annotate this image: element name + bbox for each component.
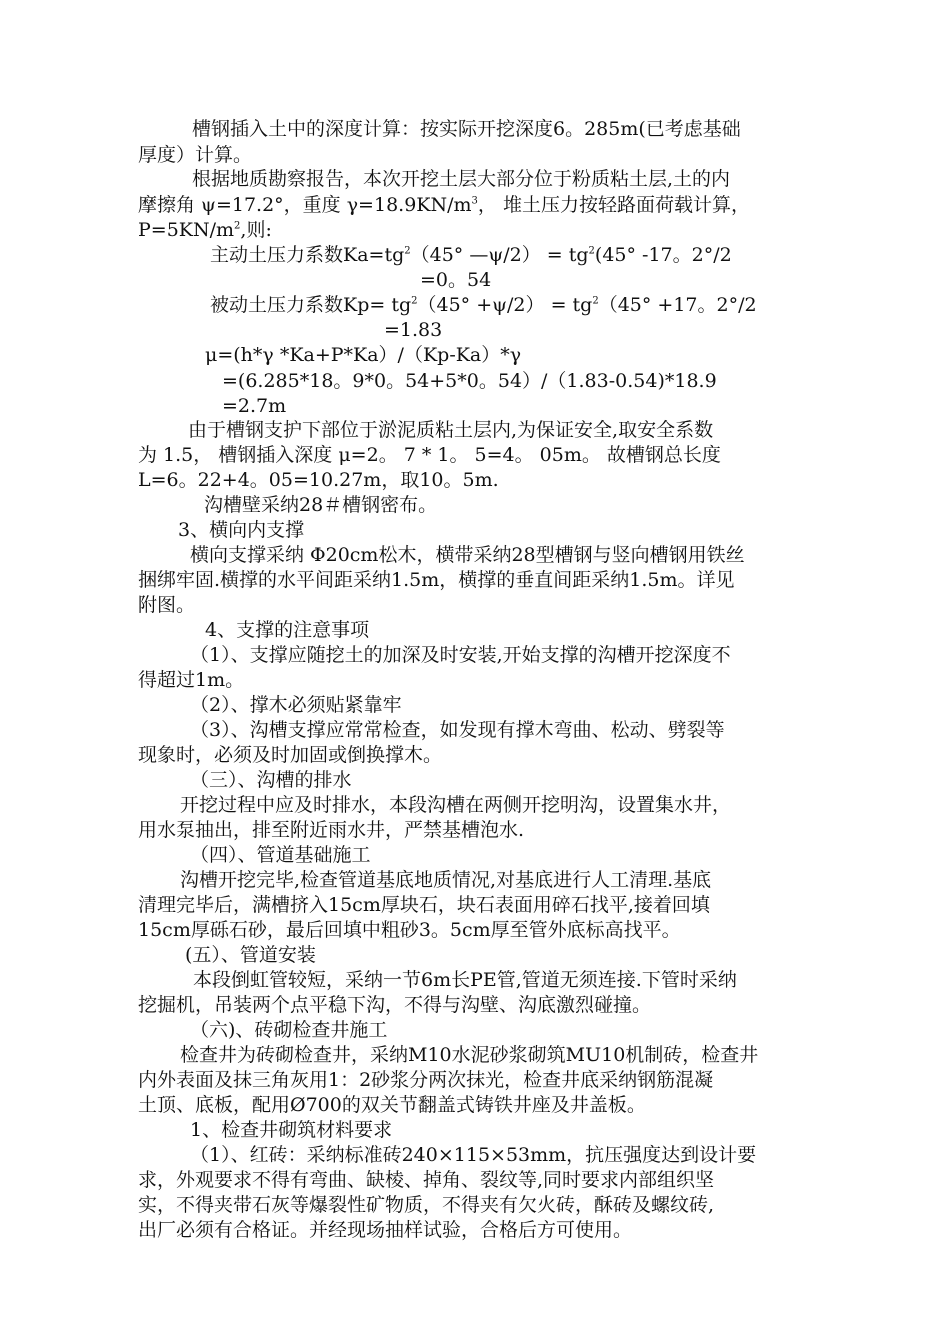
formula-line: =(6.285*18。9*0。54+5*0。54）/（1.83-0.54)*18.9	[222, 370, 717, 392]
paragraph-line: 用水泵抽出，排至附近雨水井，严禁基槽泡水.	[138, 819, 525, 841]
paragraph-line: （1）、红砖：采纳标准砖240×115×53mm，抗压强度达到设计要	[190, 1144, 757, 1166]
paragraph-line: 沟槽开挖完毕,检查管道基底地质情况,对基底进行人工清理.基底	[180, 869, 712, 891]
paragraph-line: 根据地质勘察报告，本次开挖土层大部分位于粉质粘土层,土的内	[192, 168, 731, 190]
paragraph-line: （3）、沟槽支撑应常常检查，如发现有撑木弯曲、松动、劈裂等	[190, 719, 725, 741]
formula-line: μ=(h*γ *Ka+P*Ka）/（Kp-Ka）*γ	[205, 344, 522, 366]
paragraph-line: 摩擦角 ψ=17.2°，重度 $\gamma=18.9KN/m^3$， 堆土压力按轻路面荷载计算，	[138, 194, 750, 216]
paragraph-line: 附图。	[138, 594, 196, 616]
paragraph-line: 挖掘机，吊装两个点平稳下沟，不得与沟壁、沟底激烈碰撞。	[138, 994, 652, 1016]
section-heading: (五）、管道安装	[185, 944, 316, 966]
paragraph-line: 内外表面及抹三角灰用1：2砂浆分两次抹光，检查井底采纳钢筋混凝	[138, 1069, 714, 1091]
paragraph-line: 求，外观要求不得有弯曲、缺棱、掉角、裂纹等,同时要求内部组织坚	[138, 1169, 715, 1191]
paragraph-line: 为 1.5， 槽钢插入深度 μ=2。 7 * 1。 5=4。 05m。 故槽钢总长度	[138, 444, 721, 466]
section-heading: 4、支撑的注意事项	[205, 619, 370, 641]
paragraph-line: 厚度）计算。	[138, 144, 253, 166]
paragraph-line: 开挖过程中应及时排水，本段沟槽在两侧开挖明沟，设置集水井，	[180, 794, 732, 816]
section-heading: （六)、砖砌检查井施工	[190, 1019, 388, 1041]
paragraph-line: $P=5KN/m^2$,则:	[138, 219, 272, 241]
paragraph-line: 沟槽壁采纳28＃槽钢密布。	[204, 494, 438, 516]
paragraph-line: 检查井为砖砌检查井，采纳M10水泥砂浆砌筑MU10机制砖，检查井	[180, 1044, 759, 1066]
formula-line: 主动土压力系数$Ka=tg^2(45^\circ$ —ψ/2） = $tg^2(45^\circ$ -17。2°/2	[210, 244, 732, 266]
paragraph-line: 本段倒虹管较短，采纳一节6m长PE管,管道无须连接.下管时采纳	[193, 969, 737, 991]
paragraph-line: 槽钢插入土中的深度计算：按实际开挖深度6。285m(已考虑基础	[192, 118, 741, 140]
paragraph-line: 捆绑牢固.横撑的水平间距采纳1.5m，横撑的垂直间距采纳1.5m。详见	[138, 569, 735, 591]
paragraph-line: （1）、支撑应随挖土的加深及时安装,开始支撑的沟槽开挖深度不	[190, 644, 731, 666]
section-heading: （四）、管道基础施工	[190, 844, 371, 866]
paragraph-line: 现象时，必须及时加固或倒换撑木。	[138, 744, 443, 766]
formula-line: =1.83	[384, 319, 443, 341]
paragraph-line: 出厂必须有合格证。并经现场抽样试验，合格后方可使用。	[138, 1219, 633, 1241]
formula-line: =2.7m	[222, 395, 287, 417]
paragraph-line: 清理完毕后，满槽挤入15cm厚块石，块石表面用碎石找平,接着回填	[138, 894, 710, 916]
formula-line: =0。54	[420, 269, 492, 291]
section-heading: （三）、沟槽的排水	[190, 769, 352, 791]
paragraph-line: L=6。22+4。05=10.27m，取10。5m.	[138, 469, 499, 491]
paragraph-line: （2）、撑木必须贴紧靠牢	[190, 694, 402, 716]
section-heading: 1、检查井砌筑材料要求	[190, 1119, 393, 1141]
formula-line: 被动土压力系数$Kp= tg^2(45^\circ +\psi/2) = tg^2(45^\circ +17$。2°/2	[210, 294, 757, 316]
section-heading: 3、横向内支撑	[178, 519, 305, 541]
paragraph-line: 横向支撑采纳 Φ20cm松木，横带采纳28型槽钢与竖向槽钢用铁丝	[190, 544, 745, 566]
paragraph-line: 由于槽钢支护下部位于淤泥质粘土层内,为保证安全,取安全系数	[188, 419, 714, 441]
paragraph-line: 得超过1m。	[138, 669, 245, 691]
paragraph-line: 土顶、底板，配用Ø700的双关节翻盖式铸铁井座及井盖板。	[138, 1094, 646, 1116]
paragraph-line: 实，不得夹带石灰等爆裂性矿物质，不得夹有欠火砖，酥砖及螺纹砖,	[138, 1194, 715, 1216]
paragraph-line: 15cm厚砾石砂，最后回填中粗砂3。5cm厚至管外底标高找平。	[138, 919, 681, 941]
